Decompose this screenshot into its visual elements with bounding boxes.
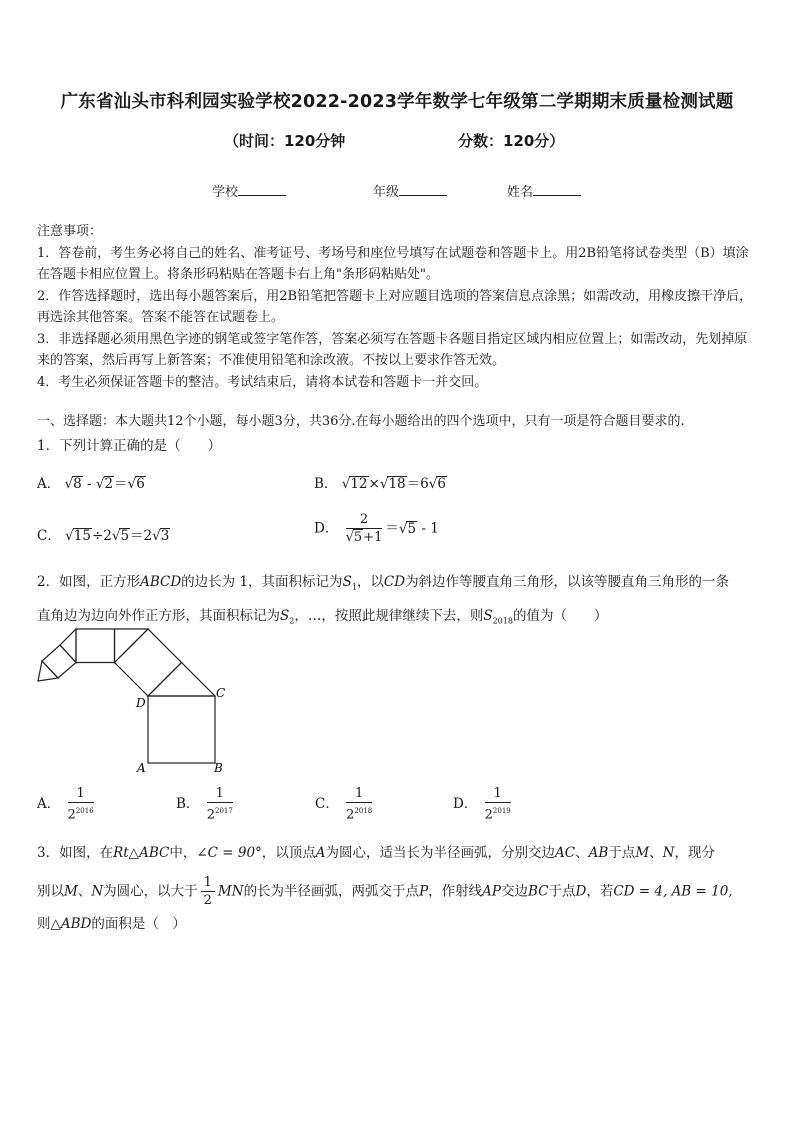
notice-heading: 注意事项： bbox=[37, 224, 103, 239]
q2-text: 的值为（ ） bbox=[512, 607, 608, 624]
q2-cd: CD bbox=[383, 574, 406, 590]
section-heading: 一、选择题：本大题共12个小题，每小题3分，共36分.在每小题给出的四个选项中，只有一项是符合题目要求的. bbox=[37, 414, 685, 429]
q1-b-radicand-3: 6 bbox=[437, 476, 446, 492]
q1-d-denominator bbox=[346, 529, 383, 546]
q3-text: 的面积是（ ） bbox=[91, 916, 186, 932]
q2-b-exp: 2017 bbox=[215, 807, 233, 815]
q2-text: 的边长为 1，其面积标记为 bbox=[181, 574, 343, 590]
notice-item-4: 4．考生必须保证答题卡的整洁。考试结束后，请将本试卷和答题卡一并交回。 bbox=[37, 374, 488, 390]
school-field bbox=[212, 181, 286, 200]
label-d: D bbox=[136, 696, 146, 710]
q1-c-radicand-1: 15 bbox=[73, 528, 91, 544]
q2-c-exp: 2018 bbox=[354, 807, 373, 815]
q2-b-num: 1 bbox=[207, 786, 233, 803]
q1-d-eq: ＝ bbox=[385, 520, 399, 537]
q2-d-den bbox=[485, 803, 511, 823]
q3-ac: AC bbox=[555, 845, 576, 861]
q3-half-num: 1 bbox=[201, 875, 215, 892]
q1-a-radicand-2: 2 bbox=[104, 476, 114, 492]
q2-a-num: 1 bbox=[68, 786, 94, 803]
q1-b-radicand-2: 18 bbox=[388, 476, 406, 492]
q2-d-num: 1 bbox=[485, 786, 511, 803]
q1-option-a bbox=[37, 472, 146, 492]
q3-text: 中， bbox=[169, 845, 197, 861]
q2-sub-2018: 2018 bbox=[492, 616, 513, 626]
triangle-1 bbox=[148, 663, 215, 697]
q2-c-den bbox=[346, 803, 372, 823]
q3-condition: CD = 4, AB = 10, bbox=[613, 883, 733, 900]
radical-icon: √ bbox=[379, 476, 389, 492]
q3-a: A bbox=[315, 845, 326, 861]
notice-item-2: 2．作答选择题时，选出每小题答案后，用2B铅笔把答题卡上对应题目选项的答案信息点涂黑；如需改动，用橡皮擦干净后，再选涂其他答案。答案不能答在试题卷上。 bbox=[37, 288, 753, 325]
q3-sep: 、 bbox=[649, 845, 663, 861]
q2-s: S bbox=[342, 574, 352, 590]
q3-angle: ∠C = 90° bbox=[196, 845, 262, 861]
q2-text: ，以 bbox=[356, 574, 384, 590]
q3-text: 则△ bbox=[37, 916, 61, 932]
q1-option-c-label: C． bbox=[37, 528, 61, 544]
radical-icon: √ bbox=[398, 520, 408, 537]
q1-c-radicand-3: 3 bbox=[160, 528, 170, 544]
exam-time: （时间：120分钟 bbox=[224, 132, 346, 150]
q3-d: D bbox=[575, 883, 587, 900]
q3-text: 别以 bbox=[37, 883, 64, 900]
q2-figure bbox=[30, 626, 240, 776]
q1-option-d bbox=[314, 512, 439, 546]
q3-text: ，作射线 bbox=[428, 883, 483, 900]
grade-field bbox=[373, 181, 447, 200]
label-b: B bbox=[214, 761, 223, 775]
q2-abcd: ABCD bbox=[140, 574, 182, 590]
q2-text: 为斜边作等腰直角三角形，以该等腰直角三角形的一条 bbox=[405, 574, 730, 590]
q1-option-c bbox=[37, 524, 170, 544]
q2-option-a-label: A． bbox=[37, 796, 61, 813]
q2-s: S bbox=[280, 607, 290, 624]
name-blank bbox=[533, 183, 581, 196]
radical-icon: √ bbox=[95, 476, 105, 492]
grade-blank bbox=[399, 183, 447, 196]
q3-text: 交边 bbox=[501, 883, 528, 900]
q1-option-a-label: A． bbox=[37, 476, 61, 492]
q1-d-den-radicand: 5 bbox=[353, 530, 363, 545]
exam-score: 分数：120分） bbox=[458, 132, 565, 150]
q3-ap: AP bbox=[482, 883, 501, 900]
q3-half-den: 2 bbox=[203, 893, 212, 908]
square-3 bbox=[76, 629, 115, 663]
q2-text: 2．如图，正方形 bbox=[37, 574, 141, 590]
q1-d-fraction bbox=[346, 512, 383, 546]
radical-icon: √ bbox=[65, 528, 74, 544]
q2-c-fraction bbox=[346, 786, 372, 823]
triangle-2 bbox=[115, 629, 149, 663]
q2-d-fraction bbox=[485, 786, 511, 823]
q3-line-2 bbox=[37, 875, 759, 909]
q3-text: ，以顶点 bbox=[261, 845, 316, 861]
q2-option-b bbox=[176, 786, 236, 823]
radical-icon: √ bbox=[64, 476, 74, 492]
q2-c-num: 1 bbox=[346, 786, 372, 803]
q2-line-1 bbox=[37, 568, 759, 602]
q3-text: ，若 bbox=[586, 883, 614, 900]
q3-sep: 、 bbox=[575, 845, 589, 861]
q2-option-c-label: C． bbox=[315, 796, 339, 813]
school-label: 学校 bbox=[212, 185, 239, 200]
school-blank bbox=[238, 183, 286, 196]
square-abcd bbox=[148, 696, 215, 763]
q1-a-eq: ＝ bbox=[114, 476, 128, 492]
q2-sub-2: 2 bbox=[289, 616, 295, 626]
q2-option-d bbox=[453, 786, 514, 823]
q3-text: ，现分 bbox=[674, 845, 715, 861]
q1-c-radicand-2: 5 bbox=[120, 528, 130, 544]
q3-sep: 、 bbox=[77, 883, 92, 900]
radical-icon: √ bbox=[341, 476, 351, 492]
q3-mn: MN bbox=[217, 883, 244, 900]
q1-d-radicand: 5 bbox=[407, 520, 417, 537]
square-2 bbox=[115, 629, 182, 696]
exam-title: 广东省汕头市科利园实验学校2022-2023学年数学七年级第二学期期末质量检测试题 bbox=[60, 92, 734, 112]
q3-rt: Rt△ABC bbox=[113, 845, 170, 861]
q3-abd: ABD bbox=[60, 916, 92, 932]
q2-option-a bbox=[37, 786, 97, 823]
q3-n: N bbox=[662, 845, 675, 861]
q3-bc: BC bbox=[528, 883, 549, 900]
q2-s: S bbox=[483, 607, 493, 624]
radical-icon: √ bbox=[152, 528, 161, 544]
notice-block bbox=[37, 221, 759, 393]
q2-option-d-label: D． bbox=[453, 796, 478, 813]
q2-d-exp: 2019 bbox=[492, 807, 511, 815]
name-field bbox=[507, 181, 581, 200]
q2-b-den bbox=[207, 803, 233, 823]
q3-m: M bbox=[64, 883, 78, 900]
label-c: C bbox=[216, 686, 226, 700]
q3-line-1 bbox=[37, 838, 759, 869]
q1-option-d-label: D． bbox=[314, 520, 339, 537]
q3-half bbox=[201, 875, 215, 909]
q2-a-base: 2 bbox=[67, 807, 76, 823]
q1-a-op: - bbox=[82, 476, 96, 492]
q3-text: 3．如图，在 bbox=[37, 845, 114, 861]
q2-c-base: 2 bbox=[346, 807, 355, 823]
q2-text: 直角边为边向外作正方形，其面积标记为 bbox=[37, 607, 280, 624]
q1-b-op: × bbox=[368, 476, 380, 492]
q2-sub-1: 1 bbox=[351, 582, 357, 592]
q1-b-radicand-1: 12 bbox=[350, 476, 368, 492]
q2-a-exp: 2016 bbox=[75, 807, 94, 815]
radical-icon: √ bbox=[428, 476, 438, 492]
q3-line-3 bbox=[37, 909, 759, 940]
name-label: 姓名 bbox=[507, 185, 534, 200]
q3-text: 于点 bbox=[608, 845, 636, 861]
q1-d-numerator: 2 bbox=[346, 512, 383, 529]
q2-a-den bbox=[68, 803, 94, 823]
q2-a-fraction bbox=[68, 786, 94, 823]
q1-a-radicand-1: 8 bbox=[73, 476, 82, 492]
q3-m: M bbox=[635, 845, 650, 861]
q1-d-den-tail: +1 bbox=[363, 530, 383, 545]
q1-a-radicand-3: 6 bbox=[136, 476, 145, 492]
notice-item-1: 1．答卷前，考生务必将自己的姓名、准考证号、考场号和座位号填写在试题卷和答题卡上。用2B铅笔将试卷类型（B）填涂在答题卡相应位置上。将条形码粘贴在答题卡右上角"条形码粘贴处"。 bbox=[37, 245, 749, 282]
grade-label: 年级 bbox=[373, 185, 400, 200]
q1-c-op: ÷2 bbox=[91, 528, 112, 544]
q3-stem bbox=[37, 838, 759, 940]
square-4 bbox=[42, 645, 76, 678]
q1-option-b-label: B． bbox=[314, 476, 338, 492]
radical-icon: √ bbox=[111, 528, 121, 544]
q3-text: 为圆心，适当长为半径画弧，分别交边 bbox=[325, 845, 556, 861]
q3-text: 于点 bbox=[548, 883, 576, 900]
q2-option-c bbox=[315, 786, 375, 823]
triangle-4 bbox=[38, 661, 58, 681]
label-a: A bbox=[137, 761, 146, 775]
q3-text: 为圆心，以大于 bbox=[103, 883, 198, 900]
q2-b-fraction bbox=[207, 786, 233, 823]
notice-item-3: 3．非选择题必须用黑色字迹的钢笔或签字笔作答，答案必须写在答题卡各题目指定区域内相应位置上；如需改动，先划掉原来的答案，然后再写上新答案；不准使用铅笔和涂改液。不按以上要求作答无效。 bbox=[37, 331, 748, 368]
q2-option-b-label: B． bbox=[176, 796, 200, 813]
q1-d-tail: - 1 bbox=[417, 520, 439, 537]
q2-b-base: 2 bbox=[206, 807, 215, 823]
q3-text: 的长为半径画弧，两弧交于点 bbox=[243, 883, 420, 900]
radical-icon: √ bbox=[345, 530, 354, 545]
q1-option-b bbox=[314, 472, 447, 492]
q3-ab: AB bbox=[588, 845, 609, 861]
triangle-3 bbox=[60, 629, 76, 663]
q1-stem: 1．下列计算正确的是（ ） bbox=[37, 438, 222, 454]
q2-text: ，…，按照此规律继续下去，则 bbox=[294, 607, 484, 624]
q3-p: P bbox=[419, 883, 429, 900]
q3-n: N bbox=[91, 883, 104, 900]
q2-d-base: 2 bbox=[484, 807, 493, 823]
radical-icon: √ bbox=[127, 476, 137, 492]
q1-c-eq: ＝2 bbox=[130, 528, 153, 544]
q1-b-eq: ＝6 bbox=[406, 476, 429, 492]
